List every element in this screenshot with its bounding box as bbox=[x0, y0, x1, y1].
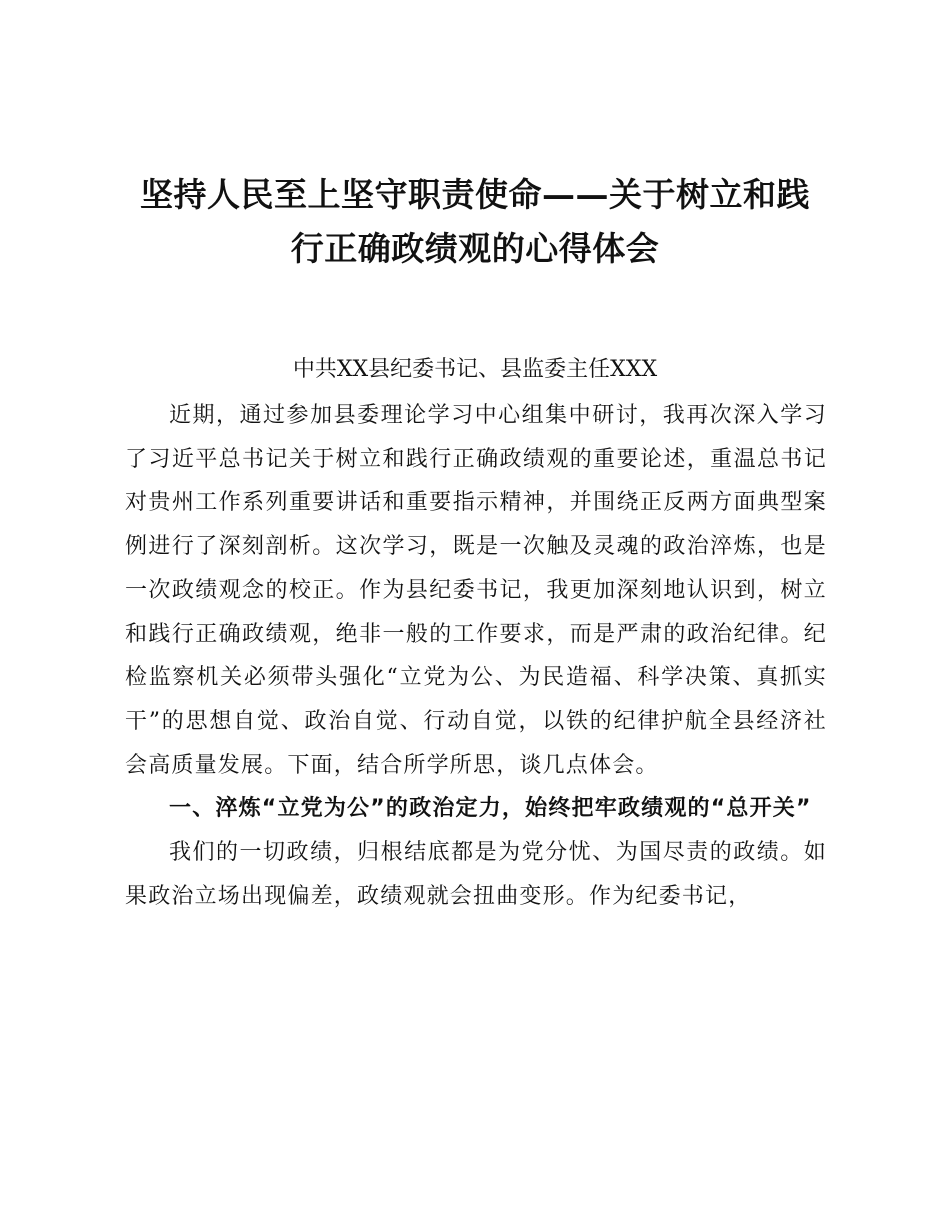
section-heading-1: 一、淬炼“立党为公”的政治定力，始终把牢政绩观的“总开关” bbox=[169, 796, 812, 822]
intro-paragraph: 近期，通过参加县委理论学习中心组集中研讨，我再次深入学习了习近平总书记关于树立和践行正确政绩观的重要论述，重温总书记对贵州工作系列重要讲话和重要指示精神，并围绕正反两方面典型案例进行了深刻剖析。这次学习，既是一次触及灵魂的政治淬炼，也是一次政绩观念的校正。作为县纪委书记，我更加深刻地认识到，树立和践行正确政绩观，绝非一般的工作要求，而是严肃的政治纪律。纪检监察机关必须带头强化“立党为公、为民造福、科学决策、真抓实干”的思想自觉、政治自觉、行动自觉，以铁的纪律护航全县经济社会高质量发展。下面，结合所学所思，谈几点体会。 bbox=[125, 403, 827, 778]
document-body bbox=[125, 394, 827, 918]
author-line: 中共XX县纪委书记、县监委主任XXX bbox=[292, 357, 658, 382]
document-title: 坚持人民至上坚守职责使命——关于树立和践行正确政绩观的心得体会 bbox=[140, 175, 810, 268]
section-1-paragraph: 我们的一切政绩，归根结底都是为党分忧、为国尽责的政绩。如果政治立场出现偏差，政绩观就会扭曲变形。作为纪委书记， bbox=[125, 840, 827, 909]
